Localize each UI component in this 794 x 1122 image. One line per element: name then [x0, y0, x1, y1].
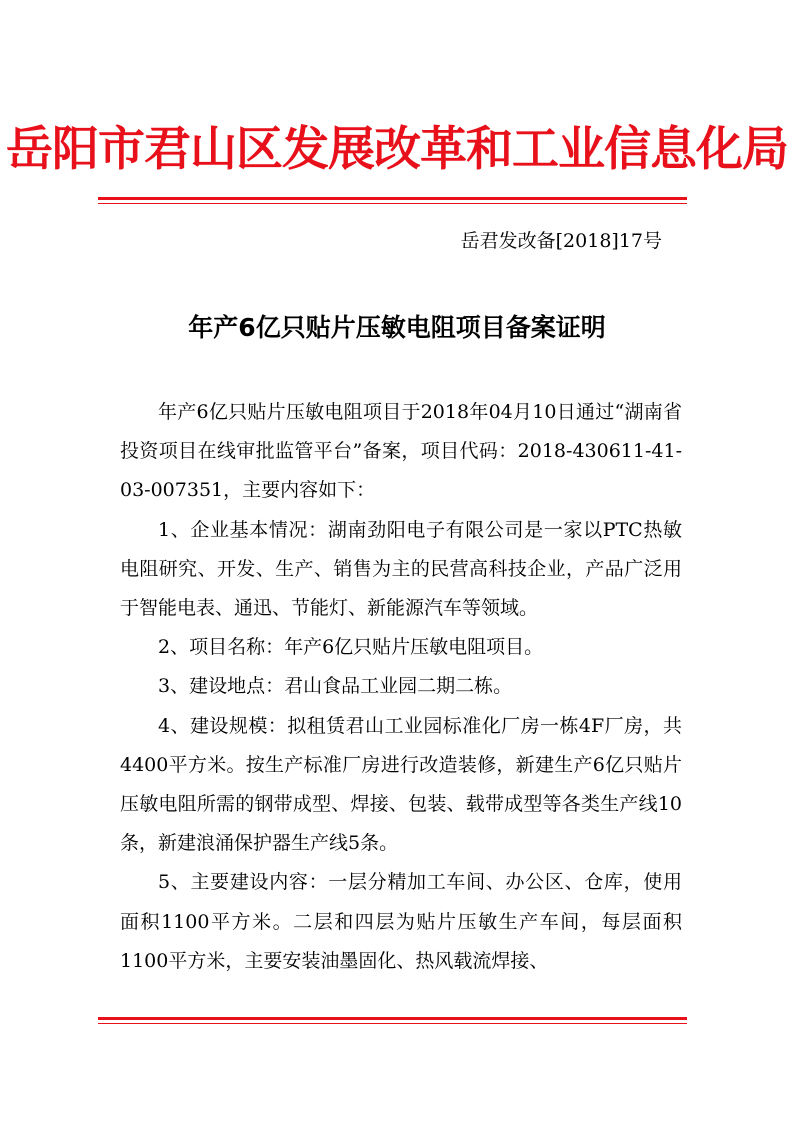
header-rule-thick	[98, 197, 687, 200]
document-number: 岳君发改备[2018]17号	[460, 230, 662, 252]
footer-rule-thick	[98, 1017, 687, 1020]
intro-paragraph: 年产6亿只贴片压敏电阻项目于2018年04月10日通过“湖南省投资项目在线审批监管平台”备案，项目代码：2018-430611-41-03-007351，主要内容如下：	[120, 401, 682, 502]
company-info-paragraph: 1、企业基本情况：湖南劲阳电子有限公司是一家以PTC热敏电阻研究、开发、生产、销售为主的民营高科技企业，产品广泛用于智能电表、通迅、节能灯、新能源汽车等领域。	[120, 518, 682, 620]
project-name-paragraph: 2、项目名称：年产6亿只贴片压敏电阻项目。	[158, 636, 544, 659]
issuing-authority-header: 岳阳市君山区发展改革和工业信息化局	[6, 122, 788, 177]
header-rule-thin	[98, 203, 687, 204]
document-body	[120, 393, 682, 981]
scale-paragraph: 4、建设规模：拟租赁君山工业园标准化厂房一栋4F厂房，共4400平方米。按生产标准厂房进行改造装修，新建生产6亿只贴片压敏电阻所需的钢带成型、焊接、包装、载带成型等各类生产线10条，新建浪涌保护器生产线5条。	[120, 714, 682, 855]
location-paragraph: 3、建设地点：君山食品工业园二期二栋。	[158, 675, 513, 698]
document-title: 年产6亿只贴片压敏电阻项目备案证明	[188, 313, 606, 342]
footer-rule-thin	[98, 1023, 687, 1024]
content-paragraph: 5、主要建设内容：一层分精加工车间、办公区、仓库，使用面积1100平方米。二层和四层为贴片压敏生产车间，每层面积1100平方米，主要安装油墨固化、热风载流焊接、	[120, 871, 682, 972]
